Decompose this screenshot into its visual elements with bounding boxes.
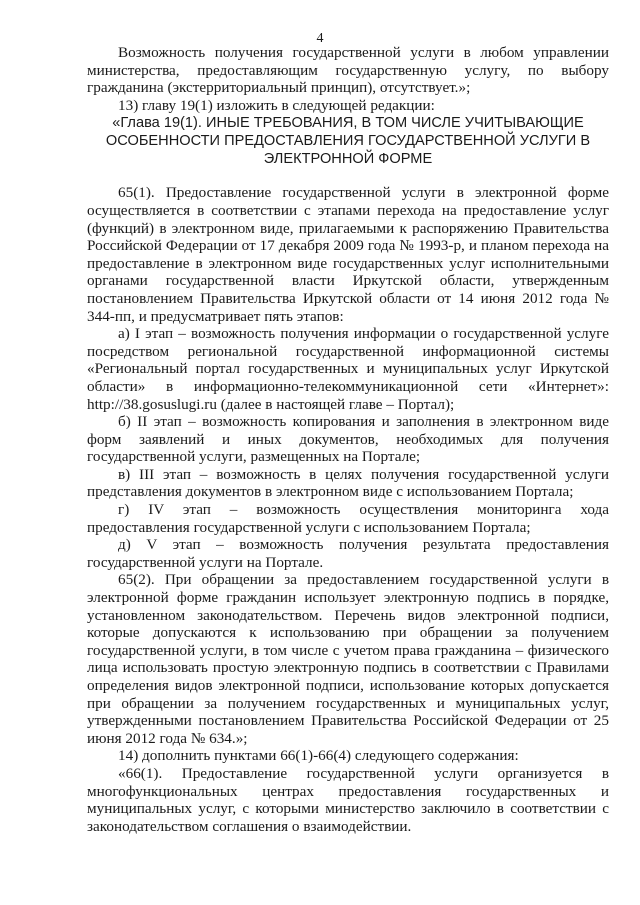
paragraph-stage-5: д) V этап – возможность получения результата предоставления государственной услуги на Портале. xyxy=(87,536,609,571)
paragraph: 13) главу 19(1) изложить в следующей редакции: xyxy=(118,96,435,114)
paragraph-66-1: «66(1). Предоставление государственной услуги организуется в многофункциональных центрах предоставления государственных и муниципальных услуг, с которыми министерство заключило в соответствии с законодательством соглашения о взаимодействии. xyxy=(87,764,609,835)
paragraph: Возможность получения государственной услуги в любом управлении министерства, предоставляющим государственную услугу, по выбору гражданина (экстерриториальный принцип), отсутствует.»; xyxy=(87,44,609,97)
heading-line: ЭЛЕКТРОННОЙ ФОРМЕ xyxy=(263,151,433,168)
paragraph-stage-2: б) II этап – возможность копирования и заполнения в электронном виде форм заявлений и иных документов, необходимых для получения государственной услуги, размещенных на Портале; xyxy=(87,413,609,466)
chapter-heading xyxy=(87,114,609,168)
page-number: 4 xyxy=(316,31,324,46)
document-body xyxy=(87,44,609,835)
paragraph-stage-4: г) IV этап – возможность осуществления мониторинга хода предоставления государственной услуги с использованием Портала; xyxy=(87,501,609,536)
paragraph-65-2: 65(2). При обращении за предоставлением государственной услуги в электронной форме гражданин использует электронную подпись в порядке, установленном законодательством. Перечень видов электронной подписи, которые допускаются к использованию при обращении за получением государственной услуги, в том числе с учетом права гражданина – физического лица использовать простую электронную подпись в соответствии с Правилами определения видов электронной подписи, использование которых допускается при обращении за получением государственных и муниципальных услуг, утвержденными постановлением Правительства Российской Федерации от 25 июня 2012 года № 634.»; xyxy=(87,571,609,747)
paragraph-65-1: 65(1). Предоставление государственной услуги в электронной форме осуществляется в соответствии с этапами перехода на предоставление услуг (функций) в электронном виде, прилагаемыми к распоряжению Правительства Российской Федерации от 17 декабря 2009 года № 1993-р, и планом перехода на предоставление в электронном виде государственных услуг исполнительными органами государственной власти Иркутской области, утвержденным постановлением Правительства Иркутской области от 14 июня 2012 года № 344-пп, и предусматривает пять этапов: xyxy=(87,184,609,325)
paragraph-stage-3: в) III этап – возможность в целях получения государственной услуги представления документов в электронном виде с использованием Портала; xyxy=(87,465,609,501)
heading-line: ОСОБЕННОСТИ ПРЕДОСТАВЛЕНИЯ ГОСУДАРСТВЕННОЙ УСЛУГИ В xyxy=(105,133,591,150)
paragraph-stage-1: а) I этап – возможность получения информации о государственной услуге посредством региональной государственной информационной системы «Региональный портал государственных и муниципальных услуг Иркутской области» в информационно-телекоммуникационной сети «Интернет»: http://38.gosuslugi.ru (далее в настоящей главе – Портал); xyxy=(87,325,609,413)
heading-line: «Глава 19(1). ИНЫЕ ТРЕБОВАНИЯ, В ТОМ ЧИСЛЕ УЧИТЫВАЮЩИЕ xyxy=(112,115,584,132)
paragraph-item-14: 14) дополнить пунктами 66(1)-66(4) следующего содержания: xyxy=(118,747,519,765)
